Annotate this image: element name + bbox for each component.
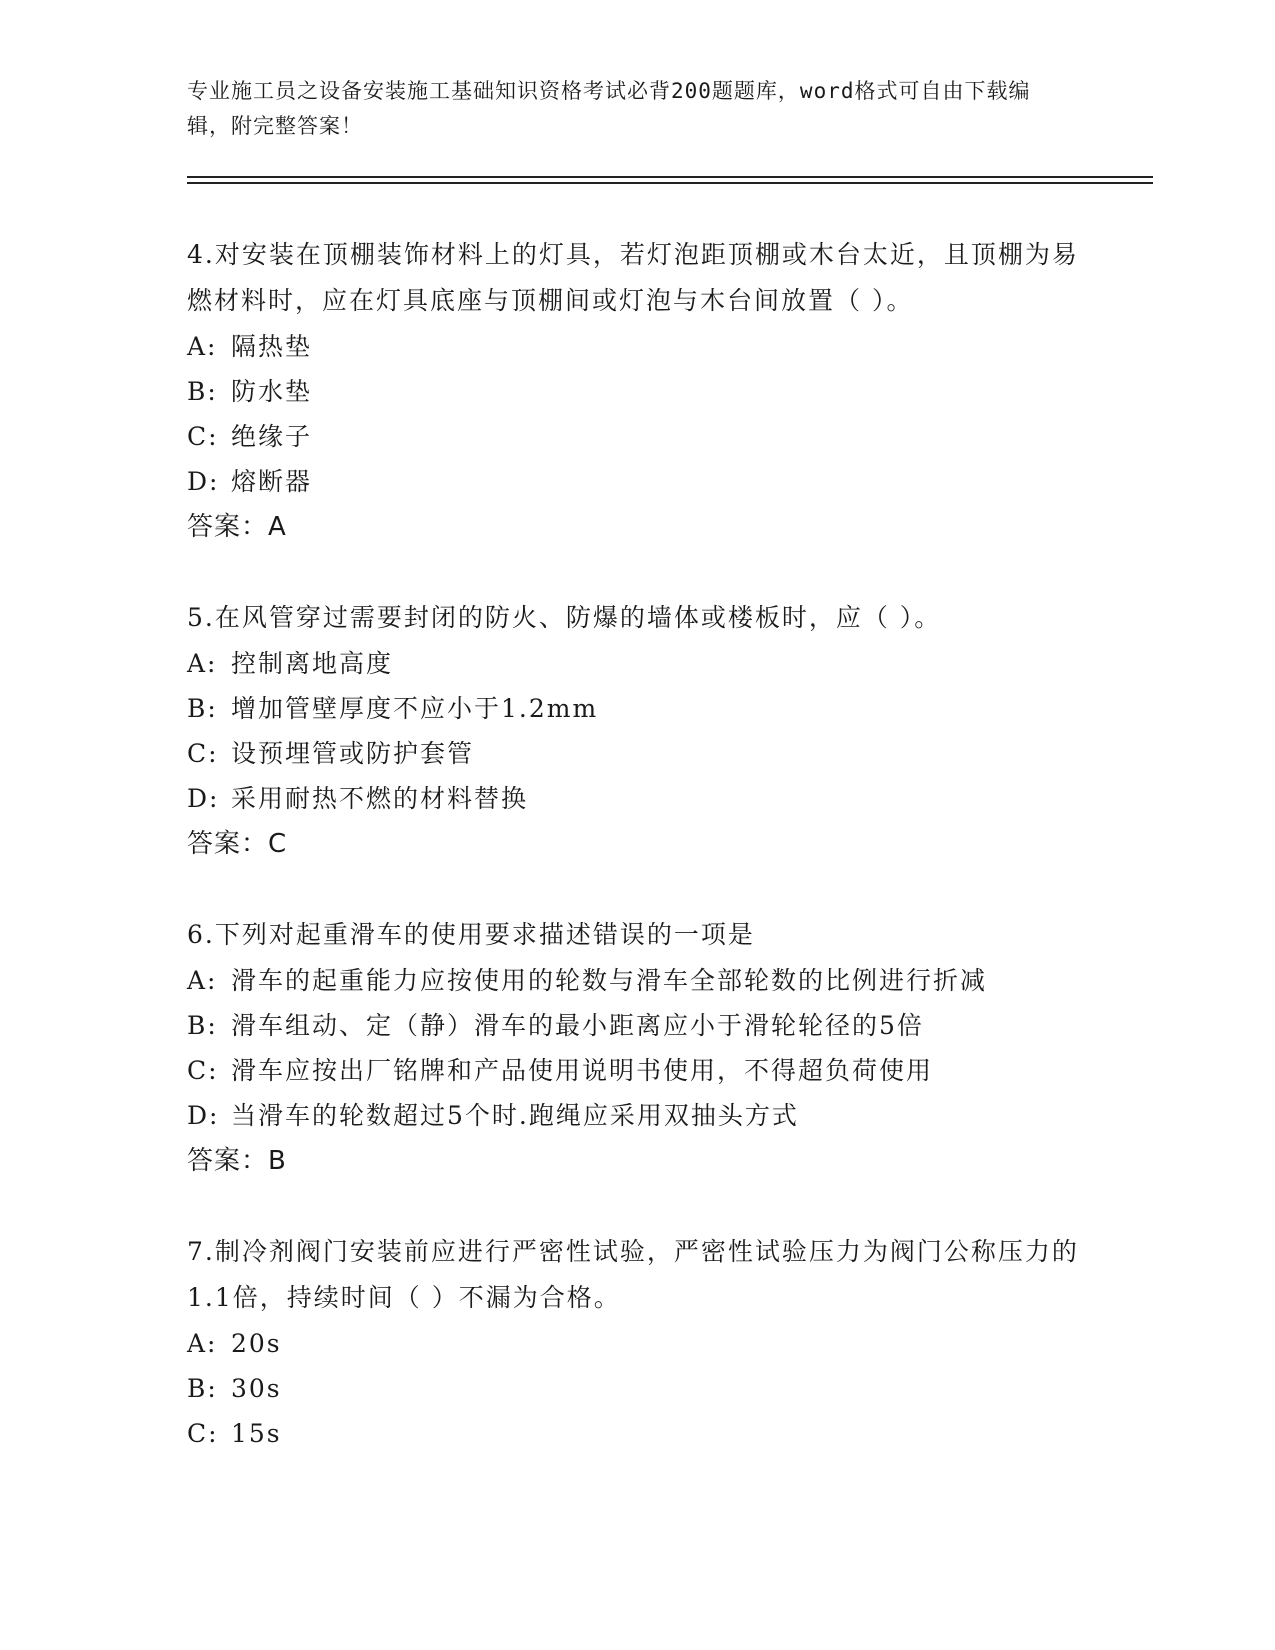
option-key: A: xyxy=(187,966,218,995)
question-text: 4.对安装在顶棚装饰材料上的灯具，若灯泡距顶棚或木台太近，且顶棚为易燃材料时，应在灯具底座与顶棚间或灯泡与木台间放置（ ）。 xyxy=(187,240,1079,315)
option-text: 设预埋管或防护套管 xyxy=(231,739,475,768)
option-text: 当滑车的轮数超过5个时.跑绳应采用双抽头方式 xyxy=(231,1101,799,1130)
option-c xyxy=(187,414,1087,459)
option-key: B: xyxy=(187,1011,218,1040)
answer-label: 答案： xyxy=(187,512,269,542)
option-text: 滑车组动、定（静）滑车的最小距离应小于滑轮轮径的5倍 xyxy=(231,1011,924,1040)
option-key: A: xyxy=(187,1329,218,1358)
option-key: C: xyxy=(187,1419,219,1448)
option-text: 防水垫 xyxy=(231,377,313,406)
option-a xyxy=(187,958,1087,1003)
option-b xyxy=(187,369,1087,414)
option-a xyxy=(187,324,1087,369)
answer-value: B xyxy=(268,1146,287,1176)
option-c xyxy=(187,731,1087,776)
option-key: B: xyxy=(187,694,218,723)
option-text: 隔热垫 xyxy=(231,332,313,361)
option-text: 20s xyxy=(231,1329,282,1358)
option-text: 30s xyxy=(231,1374,282,1403)
question-7 xyxy=(187,1229,1087,1456)
option-text: 滑车的起重能力应按使用的轮数与滑车全部轮数的比例进行折减 xyxy=(231,966,988,995)
option-text: 滑车应按出厂铭牌和产品使用说明书使用，不得超负荷使用 xyxy=(231,1056,934,1085)
option-text: 采用耐热不燃的材料替换 xyxy=(231,784,529,813)
option-text: 绝缘子 xyxy=(231,422,313,451)
option-text: 增加管壁厚度不应小于1.2mm xyxy=(231,694,599,723)
option-b xyxy=(187,1003,1087,1048)
option-key: D: xyxy=(187,1101,220,1130)
option-key: D: xyxy=(187,784,220,813)
option-key: B: xyxy=(187,1374,218,1403)
header-rule-top xyxy=(187,176,1153,178)
question-4 xyxy=(187,232,1087,550)
answer-value: C xyxy=(268,829,288,859)
answer-line xyxy=(187,1138,1087,1184)
question-text: 6.下列对起重滑车的使用要求描述错误的一项是 xyxy=(187,920,755,949)
option-key: B: xyxy=(187,377,218,406)
option-key: C: xyxy=(187,739,219,768)
answer-label: 答案： xyxy=(187,829,269,859)
option-c xyxy=(187,1411,1087,1456)
option-d xyxy=(187,459,1087,504)
answer-line xyxy=(187,821,1087,867)
document-header: 专业施工员之设备安装施工基础知识资格考试必背200题题库，word格式可自由下载编辑，附完整答案！ xyxy=(187,79,1031,138)
answer-value: A xyxy=(268,512,287,542)
option-d xyxy=(187,1093,1087,1138)
question-6 xyxy=(187,912,1087,1184)
option-c xyxy=(187,1048,1087,1093)
option-key: C: xyxy=(187,1056,219,1085)
option-b xyxy=(187,686,1087,731)
header-rule-bottom xyxy=(187,182,1153,184)
option-text: 控制离地高度 xyxy=(231,649,394,678)
option-key: A: xyxy=(187,332,218,361)
option-b xyxy=(187,1366,1087,1411)
option-a xyxy=(187,641,1087,686)
question-5 xyxy=(187,595,1087,867)
option-text: 熔断器 xyxy=(231,467,313,496)
answer-label: 答案： xyxy=(187,1146,269,1176)
option-key: A: xyxy=(187,649,218,678)
question-list xyxy=(187,232,1087,1501)
option-key: C: xyxy=(187,422,219,451)
question-text: 5.在风管穿过需要封闭的防火、防爆的墙体或楼板时，应（ ）。 xyxy=(187,603,942,632)
option-text: 15s xyxy=(231,1419,282,1448)
answer-line xyxy=(187,504,1087,550)
option-d xyxy=(187,776,1087,821)
option-a xyxy=(187,1321,1087,1366)
option-key: D: xyxy=(187,467,220,496)
question-text: 7.制冷剂阀门安装前应进行严密性试验，严密性试验压力为阀门公称压力的1.1倍，持续时间（ ）不漏为合格。 xyxy=(187,1237,1079,1312)
